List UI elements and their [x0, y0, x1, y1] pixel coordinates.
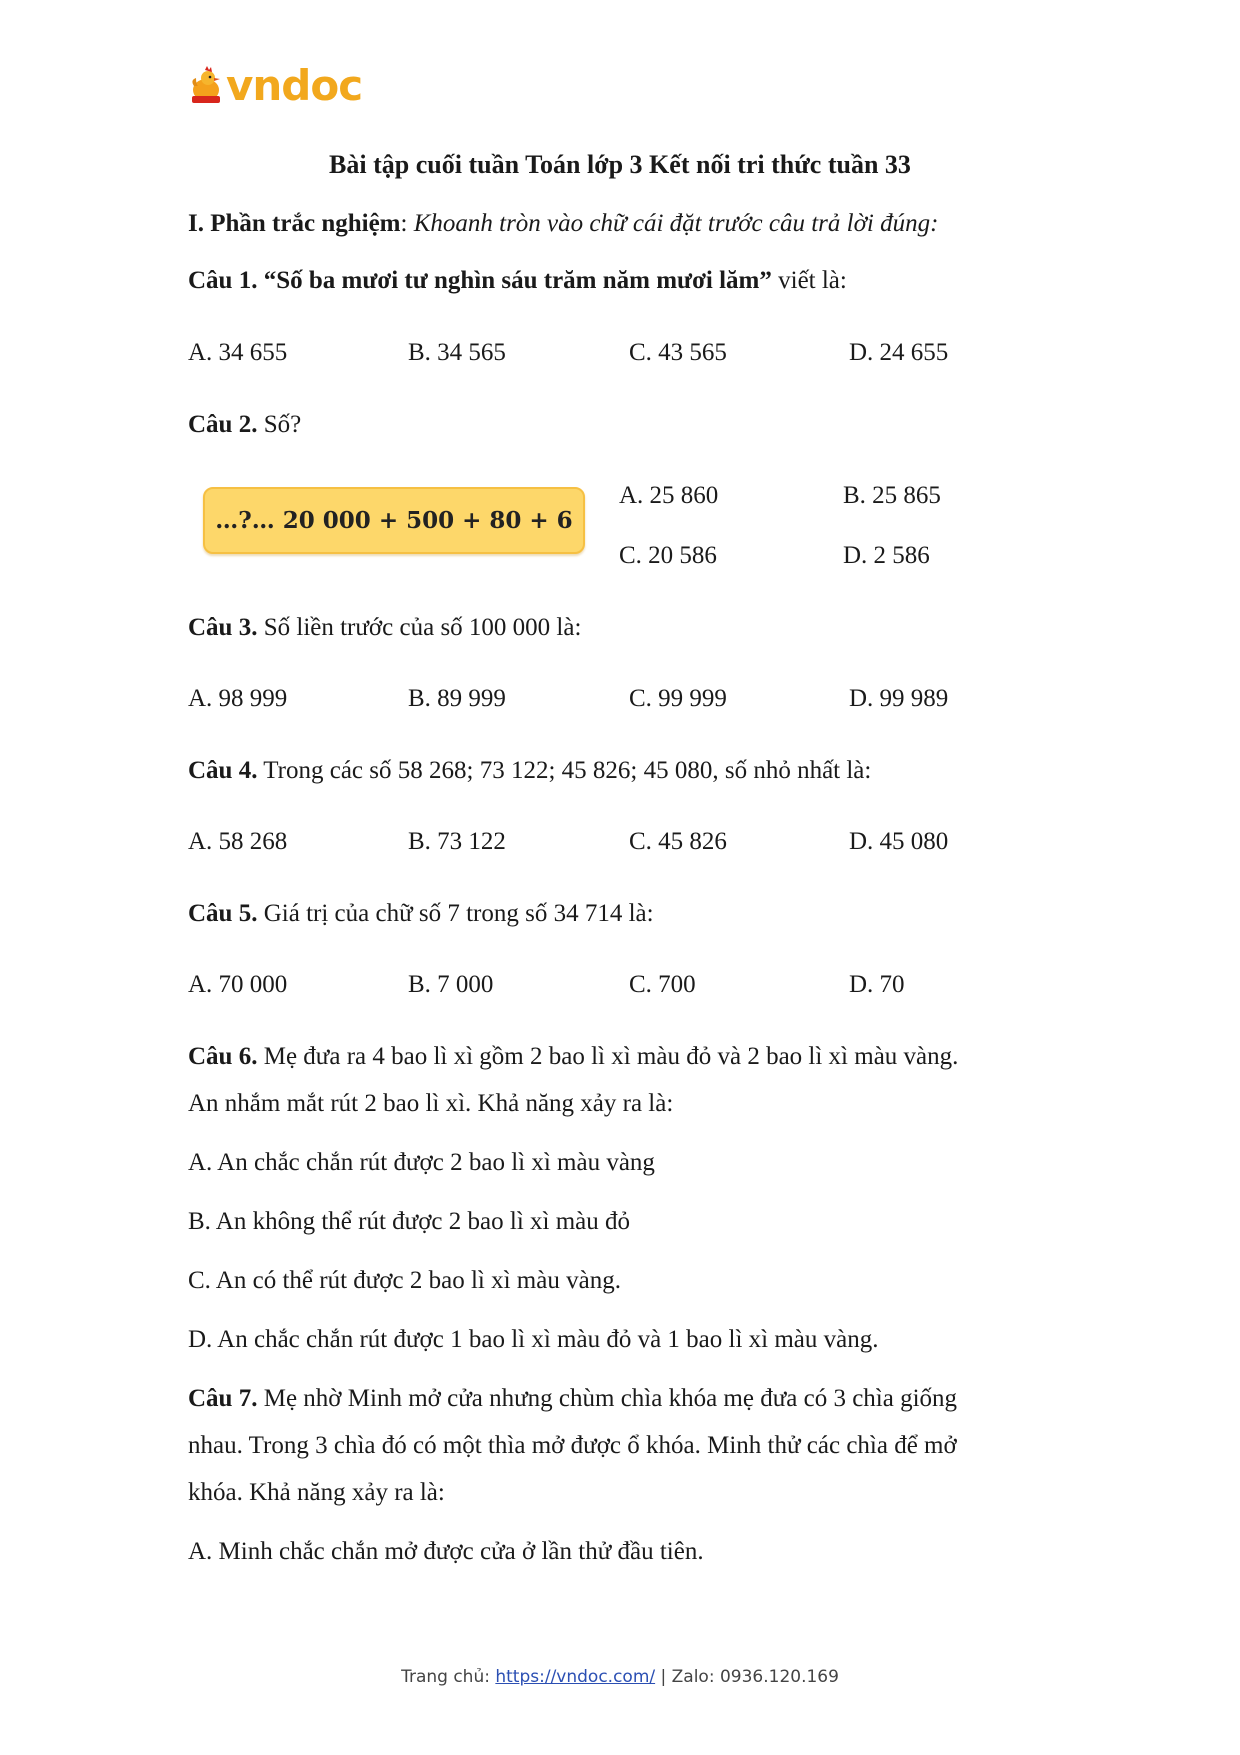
question-2	[188, 410, 301, 440]
question-1	[188, 266, 847, 296]
chicken-mascot-icon	[188, 66, 224, 106]
question-5	[188, 899, 654, 929]
q2-option-b[interactable]: B. 25 865	[843, 482, 941, 509]
question-text: Mẹ nhờ Minh mở cửa nhưng chùm chìa khóa mẹ đưa có 3 chìa giống	[257, 1385, 958, 1412]
question-text: Giá trị của chữ số 7 trong số 34 714 là:	[257, 900, 654, 927]
question-quote: “Số ba mươi tư nghìn sáu trăm năm mươi lăm”	[263, 267, 772, 294]
question-7	[188, 1384, 957, 1414]
vndoc-logo[interactable]	[188, 62, 362, 110]
q4-option-d[interactable]: D. 45 080	[849, 828, 949, 855]
question-6-line-2: An nhắm mắt rút 2 bao lì xì. Khả năng xảy ra là:	[188, 1090, 674, 1117]
logo-text: vndoc	[226, 61, 363, 110]
expression-box: …?… 20 000 + 500 + 80 + 6	[203, 487, 585, 554]
question-label: Câu 1.	[188, 267, 258, 294]
section-separator: :	[400, 210, 414, 237]
q6-option-c[interactable]: C. An có thể rút được 2 bao lì xì màu vàng.	[188, 1267, 621, 1294]
question-4	[188, 756, 871, 786]
q7-option-a[interactable]: A. Minh chắc chắn mở được cửa ở lần thử đầu tiên.	[188, 1538, 704, 1565]
q4-option-a[interactable]: A. 58 268	[188, 828, 288, 855]
q6-option-a[interactable]: A. An chắc chắn rút được 2 bao lì xì màu vàng	[188, 1149, 655, 1176]
page-title: Bài tập cuối tuần Toán lớp 3 Kết nối tri thức tuần 33	[329, 150, 911, 179]
question-text: viết là:	[771, 267, 847, 294]
q1-option-d[interactable]: D. 24 655	[849, 339, 949, 366]
q1-option-c[interactable]: C. 43 565	[629, 339, 727, 366]
q4-option-c[interactable]: C. 45 826	[629, 828, 727, 855]
question-text: Số?	[257, 411, 302, 438]
q5-option-c[interactable]: C. 700	[629, 971, 696, 998]
question-3	[188, 613, 581, 643]
footer-contact: | Zalo: 0936.120.169	[655, 1667, 839, 1687]
section-heading	[188, 209, 938, 239]
q3-option-b[interactable]: B. 89 999	[408, 685, 506, 712]
footer-home-link[interactable]: https://vndoc.com/	[495, 1667, 656, 1687]
q5-option-a[interactable]: A. 70 000	[188, 971, 288, 998]
q2-option-a[interactable]: A. 25 860	[619, 482, 719, 509]
question-label: Câu 7.	[188, 1385, 258, 1412]
question-text: Số liền trước của số 100 000 là:	[257, 614, 582, 641]
question-text: Mẹ đưa ra 4 bao lì xì gồm 2 bao lì xì màu đỏ và 2 bao lì xì màu vàng.	[257, 1043, 959, 1070]
footer-prefix: Trang chủ:	[401, 1667, 496, 1687]
q1-option-a[interactable]: A. 34 655	[188, 339, 288, 366]
q1-option-b[interactable]: B. 34 565	[408, 339, 506, 366]
q5-option-b[interactable]: B. 7 000	[408, 971, 494, 998]
q3-option-a[interactable]: A. 98 999	[188, 685, 288, 712]
q6-option-b[interactable]: B. An không thể rút được 2 bao lì xì màu đỏ	[188, 1208, 631, 1235]
question-label: Câu 2.	[188, 411, 258, 438]
question-label: Câu 3.	[188, 614, 258, 641]
section-instruction: Khoanh tròn vào chữ cái đặt trước câu trả lời đúng:	[413, 210, 939, 237]
question-text: Trong các số 58 268; 73 122; 45 826; 45 080, số nhỏ nhất là:	[257, 757, 872, 784]
section-title: I. Phần trắc nghiệm	[188, 210, 401, 237]
question-6	[188, 1042, 958, 1072]
question-label: Câu 6.	[188, 1043, 258, 1070]
q6-option-d[interactable]: D. An chắc chắn rút được 1 bao lì xì màu đỏ và 1 bao lì xì màu vàng.	[188, 1326, 879, 1353]
q3-option-d[interactable]: D. 99 989	[849, 685, 949, 712]
q4-option-b[interactable]: B. 73 122	[408, 828, 506, 855]
question-label: Câu 4.	[188, 757, 258, 784]
q2-option-c[interactable]: C. 20 586	[619, 542, 717, 569]
q2-option-d[interactable]: D. 2 586	[843, 542, 930, 569]
question-7-line-2: nhau. Trong 3 chìa đó có một thìa mở được ổ khóa. Minh thử các chìa để mở	[188, 1432, 957, 1459]
page-footer	[0, 1667, 1240, 1687]
q3-option-c[interactable]: C. 99 999	[629, 685, 727, 712]
question-label: Câu 5.	[188, 900, 258, 927]
q5-option-d[interactable]: D. 70	[849, 971, 905, 998]
question-7-line-3: khóa. Khả năng xảy ra là:	[188, 1479, 445, 1506]
